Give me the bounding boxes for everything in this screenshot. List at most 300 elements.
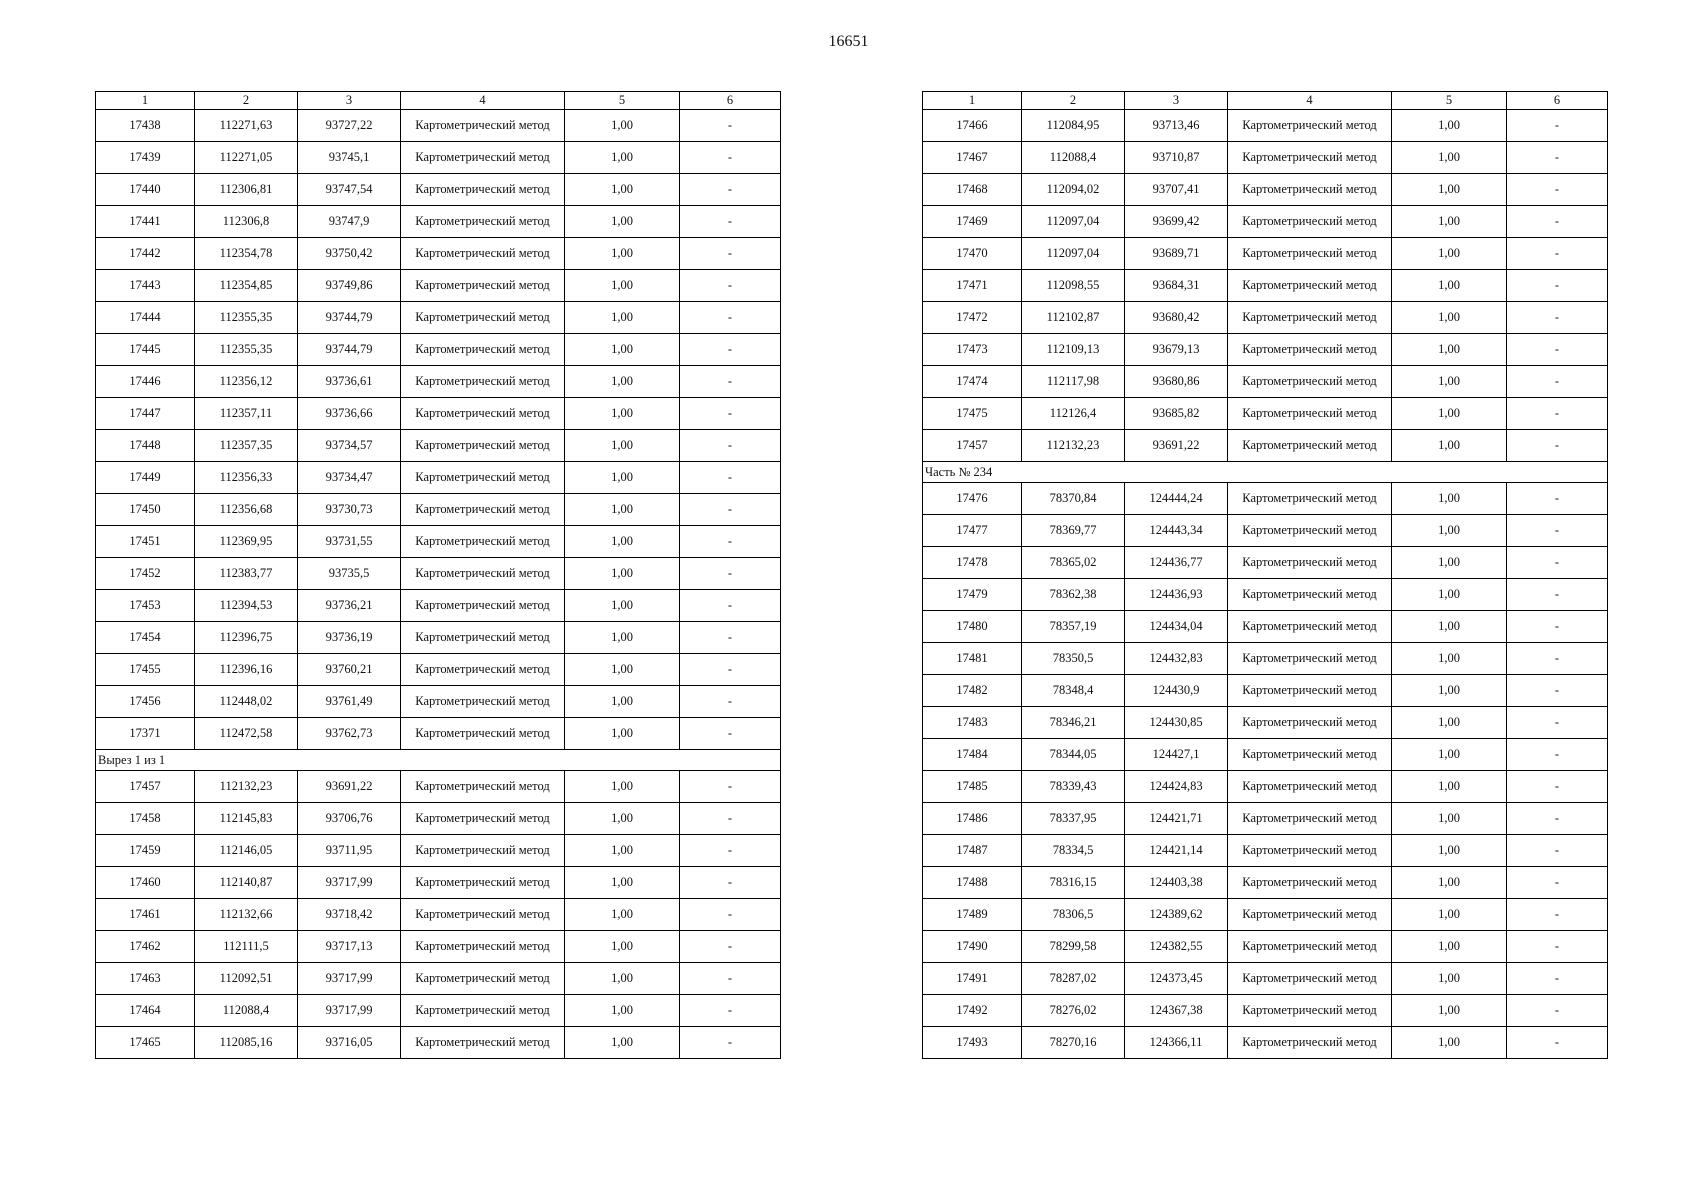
- table-cell-col6: -: [1507, 334, 1608, 366]
- table-row: [923, 579, 1608, 611]
- table-cell-col5: 1,00: [565, 899, 680, 931]
- table-cell-col2: 112383,77: [195, 558, 298, 590]
- table-row: [923, 238, 1608, 270]
- table-row: [96, 622, 781, 654]
- table-cell-col3: 93710,87: [1125, 142, 1228, 174]
- table-cell-col4: Картометрический метод: [401, 590, 565, 622]
- table-cell-col3: 93735,5: [298, 558, 401, 590]
- section-row: [923, 462, 1608, 483]
- table-row: [923, 174, 1608, 206]
- table-cell-col4: Картометрический метод: [1228, 963, 1392, 995]
- table-cell-col4: Картометрический метод: [401, 142, 565, 174]
- table-cell-col6: -: [1507, 995, 1608, 1027]
- table-row: [923, 771, 1608, 803]
- table-row: [923, 366, 1608, 398]
- table-cell-col2: 78348,4: [1022, 675, 1125, 707]
- table-cell-col1: 17483: [923, 707, 1022, 739]
- table-row: [96, 1027, 781, 1059]
- table-cell-col2: 112396,75: [195, 622, 298, 654]
- table-cell-col1: 17481: [923, 643, 1022, 675]
- table-cell-col4: Картометрический метод: [1228, 270, 1392, 302]
- section-row: [96, 750, 781, 771]
- table-row: [923, 739, 1608, 771]
- table-cell-col5: 1,00: [1392, 643, 1507, 675]
- table-cell-col6: -: [680, 931, 781, 963]
- table-cell-col6: -: [680, 622, 781, 654]
- table-row: [923, 995, 1608, 1027]
- table-cell-col5: 1,00: [1392, 931, 1507, 963]
- table-cell-col1: 17371: [96, 718, 195, 750]
- table-cell-col4: Картометрический метод: [401, 771, 565, 803]
- table-cell-col5: 1,00: [565, 622, 680, 654]
- table-cell-col2: 78299,58: [1022, 931, 1125, 963]
- table-cell-col3: 93761,49: [298, 686, 401, 718]
- table-cell-col4: Картометрический метод: [401, 803, 565, 835]
- section-label: Часть № 234: [923, 462, 1608, 483]
- table-row: [923, 110, 1608, 142]
- table-cell-col5: 1,00: [1392, 1027, 1507, 1059]
- table-cell-col1: 17479: [923, 579, 1022, 611]
- table-row: [923, 1027, 1608, 1059]
- table-cell-col3: 93760,21: [298, 654, 401, 686]
- table-cell-col1: 17461: [96, 899, 195, 931]
- table-cell-col2: 78334,5: [1022, 835, 1125, 867]
- table-row: [96, 366, 781, 398]
- table-cell-col2: 112097,04: [1022, 206, 1125, 238]
- table-cell-col6: -: [680, 366, 781, 398]
- table-row: [96, 558, 781, 590]
- table-cell-col5: 1,00: [1392, 579, 1507, 611]
- table-row: [923, 611, 1608, 643]
- table-cell-col2: 112396,16: [195, 654, 298, 686]
- table-cell-col5: 1,00: [565, 835, 680, 867]
- table-cell-col6: -: [680, 718, 781, 750]
- table-cell-col3: 124421,71: [1125, 803, 1228, 835]
- table-cell-col3: 124366,11: [1125, 1027, 1228, 1059]
- table-cell-col2: 112357,11: [195, 398, 298, 430]
- table-cell-col2: 112448,02: [195, 686, 298, 718]
- table-cell-col3: 124430,85: [1125, 707, 1228, 739]
- table-cell-col6: -: [680, 686, 781, 718]
- table-cell-col6: -: [1507, 206, 1608, 238]
- table-cell-col2: 112132,66: [195, 899, 298, 931]
- table-cell-col3: 93713,46: [1125, 110, 1228, 142]
- table-cell-col2: 112145,83: [195, 803, 298, 835]
- table-cell-col2: 78357,19: [1022, 611, 1125, 643]
- table-cell-col1: 17475: [923, 398, 1022, 430]
- table-cell-col1: 17467: [923, 142, 1022, 174]
- table-cell-col2: 112306,8: [195, 206, 298, 238]
- table-cell-col4: Картометрический метод: [1228, 995, 1392, 1027]
- section-label: Вырез 1 из 1: [96, 750, 781, 771]
- table-cell-col5: 1,00: [1392, 611, 1507, 643]
- table-cell-col4: Картометрический метод: [401, 931, 565, 963]
- table-cell-col6: -: [1507, 430, 1608, 462]
- column-header: 1: [96, 92, 195, 110]
- table-cell-col4: Картометрический метод: [401, 718, 565, 750]
- table-cell-col1: 17463: [96, 963, 195, 995]
- table-cell-col2: 78344,05: [1022, 739, 1125, 771]
- table-cell-col4: Картометрический метод: [1228, 643, 1392, 675]
- table-cell-col1: 17487: [923, 835, 1022, 867]
- table-cell-col6: -: [680, 270, 781, 302]
- table-cell-col6: -: [680, 835, 781, 867]
- table-cell-col4: Картометрический метод: [401, 995, 565, 1027]
- table-cell-col2: 112394,53: [195, 590, 298, 622]
- table-cell-col1: 17448: [96, 430, 195, 462]
- table-cell-col6: -: [680, 771, 781, 803]
- table-cell-col6: -: [1507, 963, 1608, 995]
- table-row: [923, 803, 1608, 835]
- table-cell-col1: 17441: [96, 206, 195, 238]
- table-row: [96, 142, 781, 174]
- table-cell-col3: 93745,1: [298, 142, 401, 174]
- table-cell-col5: 1,00: [565, 718, 680, 750]
- table-row: [923, 142, 1608, 174]
- table-cell-col1: 17490: [923, 931, 1022, 963]
- table-cell-col2: 112355,35: [195, 302, 298, 334]
- table-row: [923, 963, 1608, 995]
- table-row: [923, 430, 1608, 462]
- table-cell-col5: 1,00: [1392, 707, 1507, 739]
- table-row: [923, 931, 1608, 963]
- table-cell-col3: 93717,13: [298, 931, 401, 963]
- table-cell-col5: 1,00: [1392, 334, 1507, 366]
- table-cell-col4: Картометрический метод: [1228, 334, 1392, 366]
- table-cell-col3: 124436,77: [1125, 547, 1228, 579]
- table-cell-col1: 17438: [96, 110, 195, 142]
- table-cell-col5: 1,00: [1392, 238, 1507, 270]
- table-cell-col6: -: [680, 430, 781, 462]
- table-cell-col6: -: [1507, 771, 1608, 803]
- table-cell-col5: 1,00: [565, 334, 680, 366]
- column-header: 1: [923, 92, 1022, 110]
- table-cell-col1: 17484: [923, 739, 1022, 771]
- table-cell-col5: 1,00: [1392, 398, 1507, 430]
- table-cell-col3: 93691,22: [1125, 430, 1228, 462]
- table-cell-col4: Картометрический метод: [1228, 867, 1392, 899]
- table-cell-col2: 112354,85: [195, 270, 298, 302]
- table-cell-col5: 1,00: [1392, 270, 1507, 302]
- table-cell-col4: Картометрический метод: [401, 270, 565, 302]
- table-cell-col4: Картометрический метод: [401, 622, 565, 654]
- table-cell-col4: Картометрический метод: [1228, 238, 1392, 270]
- table-cell-col2: 112085,16: [195, 1027, 298, 1059]
- table-cell-col4: Картометрический метод: [1228, 739, 1392, 771]
- table-cell-col3: 124434,04: [1125, 611, 1228, 643]
- table-cell-col5: 1,00: [565, 771, 680, 803]
- table-cell-col2: 112271,05: [195, 142, 298, 174]
- table-cell-col1: 17460: [96, 867, 195, 899]
- table-cell-col2: 112271,63: [195, 110, 298, 142]
- table-cell-col4: Картометрический метод: [1228, 515, 1392, 547]
- table-cell-col6: -: [1507, 1027, 1608, 1059]
- table-row: [96, 302, 781, 334]
- table-cell-col1: 17477: [923, 515, 1022, 547]
- table-cell-col4: Картометрический метод: [401, 110, 565, 142]
- table-cell-col3: 93747,54: [298, 174, 401, 206]
- table-cell-col2: 78339,43: [1022, 771, 1125, 803]
- table-cell-col6: -: [680, 803, 781, 835]
- table-row: [923, 206, 1608, 238]
- table-cell-col3: 124389,62: [1125, 899, 1228, 931]
- table-cell-col1: 17442: [96, 238, 195, 270]
- table-row: [96, 867, 781, 899]
- table-cell-col1: 17486: [923, 803, 1022, 835]
- table-cell-col2: 78369,77: [1022, 515, 1125, 547]
- table-cell-col6: -: [680, 995, 781, 1027]
- table-cell-col6: -: [680, 1027, 781, 1059]
- table-cell-col3: 124373,45: [1125, 963, 1228, 995]
- table-cell-col5: 1,00: [1392, 366, 1507, 398]
- table-cell-col5: 1,00: [1392, 899, 1507, 931]
- table-cell-col4: Картометрический метод: [1228, 483, 1392, 515]
- table-cell-col3: 93736,19: [298, 622, 401, 654]
- table-cell-col4: Картометрический метод: [1228, 579, 1392, 611]
- table-cell-col4: Картометрический метод: [1228, 174, 1392, 206]
- table-cell-col3: 93730,73: [298, 494, 401, 526]
- table-cell-col2: 78346,21: [1022, 707, 1125, 739]
- table-cell-col4: Картометрический метод: [1228, 611, 1392, 643]
- table-cell-col3: 93680,86: [1125, 366, 1228, 398]
- table-cell-col2: 112092,51: [195, 963, 298, 995]
- table-cell-col3: 124424,83: [1125, 771, 1228, 803]
- table-cell-col2: 112094,02: [1022, 174, 1125, 206]
- table-cell-col2: 112355,35: [195, 334, 298, 366]
- table-row: [96, 206, 781, 238]
- table-cell-col2: 112102,87: [1022, 302, 1125, 334]
- table-row: [96, 334, 781, 366]
- table-cell-col4: Картометрический метод: [1228, 803, 1392, 835]
- table-cell-col5: 1,00: [1392, 302, 1507, 334]
- table-cell-col3: 93707,41: [1125, 174, 1228, 206]
- table-cell-col5: 1,00: [565, 110, 680, 142]
- table-cell-col6: -: [680, 174, 781, 206]
- table-cell-col5: 1,00: [1392, 739, 1507, 771]
- table-cell-col3: 93736,66: [298, 398, 401, 430]
- table-cell-col4: Картометрический метод: [401, 526, 565, 558]
- table-cell-col1: 17470: [923, 238, 1022, 270]
- column-header: 6: [1507, 92, 1608, 110]
- table-body-right: [923, 110, 1608, 1059]
- table-cell-col4: Картометрический метод: [401, 899, 565, 931]
- table-cell-col1: 17439: [96, 142, 195, 174]
- table-cell-col1: 17462: [96, 931, 195, 963]
- table-cell-col6: -: [1507, 515, 1608, 547]
- table-cell-col1: 17489: [923, 899, 1022, 931]
- table-row: [923, 302, 1608, 334]
- table-cell-col3: 124421,14: [1125, 835, 1228, 867]
- table-cell-col2: 112088,4: [195, 995, 298, 1027]
- table-cell-col3: 93717,99: [298, 995, 401, 1027]
- table-cell-col1: 17476: [923, 483, 1022, 515]
- table-cell-col1: 17474: [923, 366, 1022, 398]
- table-cell-col1: 17445: [96, 334, 195, 366]
- table-cell-col3: 93762,73: [298, 718, 401, 750]
- table-cell-col6: -: [680, 590, 781, 622]
- table-cell-col2: 112354,78: [195, 238, 298, 270]
- table-cell-col3: 93744,79: [298, 334, 401, 366]
- table-row: [96, 835, 781, 867]
- table-cell-col5: 1,00: [1392, 430, 1507, 462]
- table-cell-col4: Картометрический метод: [1228, 707, 1392, 739]
- table-cell-col1: 17450: [96, 494, 195, 526]
- table-cell-col3: 93734,57: [298, 430, 401, 462]
- table-cell-col3: 93718,42: [298, 899, 401, 931]
- table-row: [96, 238, 781, 270]
- table-cell-col5: 1,00: [565, 686, 680, 718]
- table-cell-col6: -: [1507, 739, 1608, 771]
- table-row: [923, 270, 1608, 302]
- table-cell-col1: 17444: [96, 302, 195, 334]
- table-cell-col4: Картометрический метод: [1228, 430, 1392, 462]
- table-cell-col6: -: [680, 494, 781, 526]
- table-cell-col4: Картометрический метод: [1228, 206, 1392, 238]
- table-cell-col6: -: [1507, 707, 1608, 739]
- table-cell-col6: -: [680, 899, 781, 931]
- table-cell-col4: Картометрический метод: [1228, 142, 1392, 174]
- table-cell-col6: -: [1507, 398, 1608, 430]
- table-row: [96, 686, 781, 718]
- table-cell-col3: 93736,61: [298, 366, 401, 398]
- table-cell-col3: 124403,38: [1125, 867, 1228, 899]
- table-row: [96, 931, 781, 963]
- table-cell-col5: 1,00: [565, 430, 680, 462]
- table-cell-col4: Картометрический метод: [401, 867, 565, 899]
- table-cell-col6: -: [680, 963, 781, 995]
- table-cell-col2: 112132,23: [195, 771, 298, 803]
- table-cell-col5: 1,00: [565, 558, 680, 590]
- column-header: 2: [1022, 92, 1125, 110]
- table-cell-col6: -: [1507, 931, 1608, 963]
- table-cell-col3: 124443,34: [1125, 515, 1228, 547]
- table-cell-col6: -: [680, 206, 781, 238]
- table-cell-col1: 17465: [96, 1027, 195, 1059]
- table-cell-col5: 1,00: [1392, 206, 1507, 238]
- table-cell-col2: 112146,05: [195, 835, 298, 867]
- table-cell-col3: 93706,76: [298, 803, 401, 835]
- table-cell-col5: 1,00: [1392, 174, 1507, 206]
- column-header: 3: [1125, 92, 1228, 110]
- table-cell-col3: 124444,24: [1125, 483, 1228, 515]
- table-cell-col3: 93716,05: [298, 1027, 401, 1059]
- table-cell-col5: 1,00: [1392, 142, 1507, 174]
- table-row: [96, 430, 781, 462]
- table-cell-col4: Картометрический метод: [401, 174, 565, 206]
- table-cell-col1: 17451: [96, 526, 195, 558]
- table-cell-col3: 93750,42: [298, 238, 401, 270]
- table-cell-col6: -: [1507, 803, 1608, 835]
- table-row: [923, 547, 1608, 579]
- table-cell-col2: 78276,02: [1022, 995, 1125, 1027]
- table-cell-col3: 93711,95: [298, 835, 401, 867]
- table-cell-col2: 78306,5: [1022, 899, 1125, 931]
- table-cell-col4: Картометрический метод: [401, 963, 565, 995]
- table-cell-col1: 17492: [923, 995, 1022, 1027]
- table-cell-col1: 17472: [923, 302, 1022, 334]
- table-cell-col4: Картометрический метод: [1228, 835, 1392, 867]
- table-cell-col4: Картометрический метод: [1228, 302, 1392, 334]
- table-cell-col1: 17455: [96, 654, 195, 686]
- table-cell-col6: -: [1507, 302, 1608, 334]
- table-cell-col5: 1,00: [565, 142, 680, 174]
- column-header: 4: [401, 92, 565, 110]
- table-cell-col5: 1,00: [1392, 483, 1507, 515]
- table-cell-col4: Картометрический метод: [401, 398, 565, 430]
- table-cell-col6: -: [1507, 899, 1608, 931]
- header-row: [923, 92, 1608, 110]
- table-cell-col5: 1,00: [565, 174, 680, 206]
- table-cell-col3: 124430,9: [1125, 675, 1228, 707]
- table-cell-col3: 93691,22: [298, 771, 401, 803]
- table-cell-col3: 124436,93: [1125, 579, 1228, 611]
- table-cell-col2: 112356,68: [195, 494, 298, 526]
- table-cell-col4: Картометрический метод: [401, 430, 565, 462]
- table-cell-col6: -: [1507, 238, 1608, 270]
- table-cell-col5: 1,00: [1392, 547, 1507, 579]
- table-cell-col1: 17469: [923, 206, 1022, 238]
- table-cell-col1: 17493: [923, 1027, 1022, 1059]
- table-row: [96, 270, 781, 302]
- table-cell-col4: Картометрический метод: [401, 238, 565, 270]
- table-cell-col1: 17471: [923, 270, 1022, 302]
- table-row: [96, 590, 781, 622]
- table-cell-col2: 112088,4: [1022, 142, 1125, 174]
- table-row: [96, 803, 781, 835]
- table-cell-col4: Картометрический метод: [1228, 547, 1392, 579]
- table-cell-col2: 78287,02: [1022, 963, 1125, 995]
- table-cell-col2: 112111,5: [195, 931, 298, 963]
- table-cell-col2: 112084,95: [1022, 110, 1125, 142]
- table-cell-col3: 124367,38: [1125, 995, 1228, 1027]
- table-cell-col5: 1,00: [1392, 835, 1507, 867]
- table-cell-col1: 17473: [923, 334, 1022, 366]
- table-row: [96, 771, 781, 803]
- table-cell-col1: 17478: [923, 547, 1022, 579]
- table-cell-col6: -: [1507, 867, 1608, 899]
- table-cell-col3: 93717,99: [298, 963, 401, 995]
- table-cell-col6: -: [1507, 579, 1608, 611]
- table-cell-col2: 112098,55: [1022, 270, 1125, 302]
- table-cell-col6: -: [680, 867, 781, 899]
- table-row: [96, 995, 781, 1027]
- table-row: [923, 515, 1608, 547]
- table-cell-col4: Картометрический метод: [401, 462, 565, 494]
- table-cell-col1: 17446: [96, 366, 195, 398]
- table-cell-col6: -: [680, 654, 781, 686]
- table-cell-col5: 1,00: [1392, 771, 1507, 803]
- table-row: [923, 867, 1608, 899]
- table-cell-col1: 17454: [96, 622, 195, 654]
- table-cell-col5: 1,00: [565, 238, 680, 270]
- table-cell-col1: 17485: [923, 771, 1022, 803]
- table-cell-col3: 93734,47: [298, 462, 401, 494]
- table-cell-col2: 112126,4: [1022, 398, 1125, 430]
- table-cell-col5: 1,00: [565, 270, 680, 302]
- table-cell-col6: -: [1507, 142, 1608, 174]
- table-cell-col5: 1,00: [1392, 867, 1507, 899]
- table-cell-col3: 93747,9: [298, 206, 401, 238]
- table-cell-col1: 17440: [96, 174, 195, 206]
- table-cell-col6: -: [680, 142, 781, 174]
- table-cell-col4: Картометрический метод: [401, 334, 565, 366]
- table-row: [96, 110, 781, 142]
- table-cell-col4: Картометрический метод: [401, 494, 565, 526]
- table-cell-col1: 17453: [96, 590, 195, 622]
- table-cell-col6: -: [680, 238, 781, 270]
- table-cell-col4: Картометрический метод: [1228, 1027, 1392, 1059]
- table-cell-col4: Картометрический метод: [401, 558, 565, 590]
